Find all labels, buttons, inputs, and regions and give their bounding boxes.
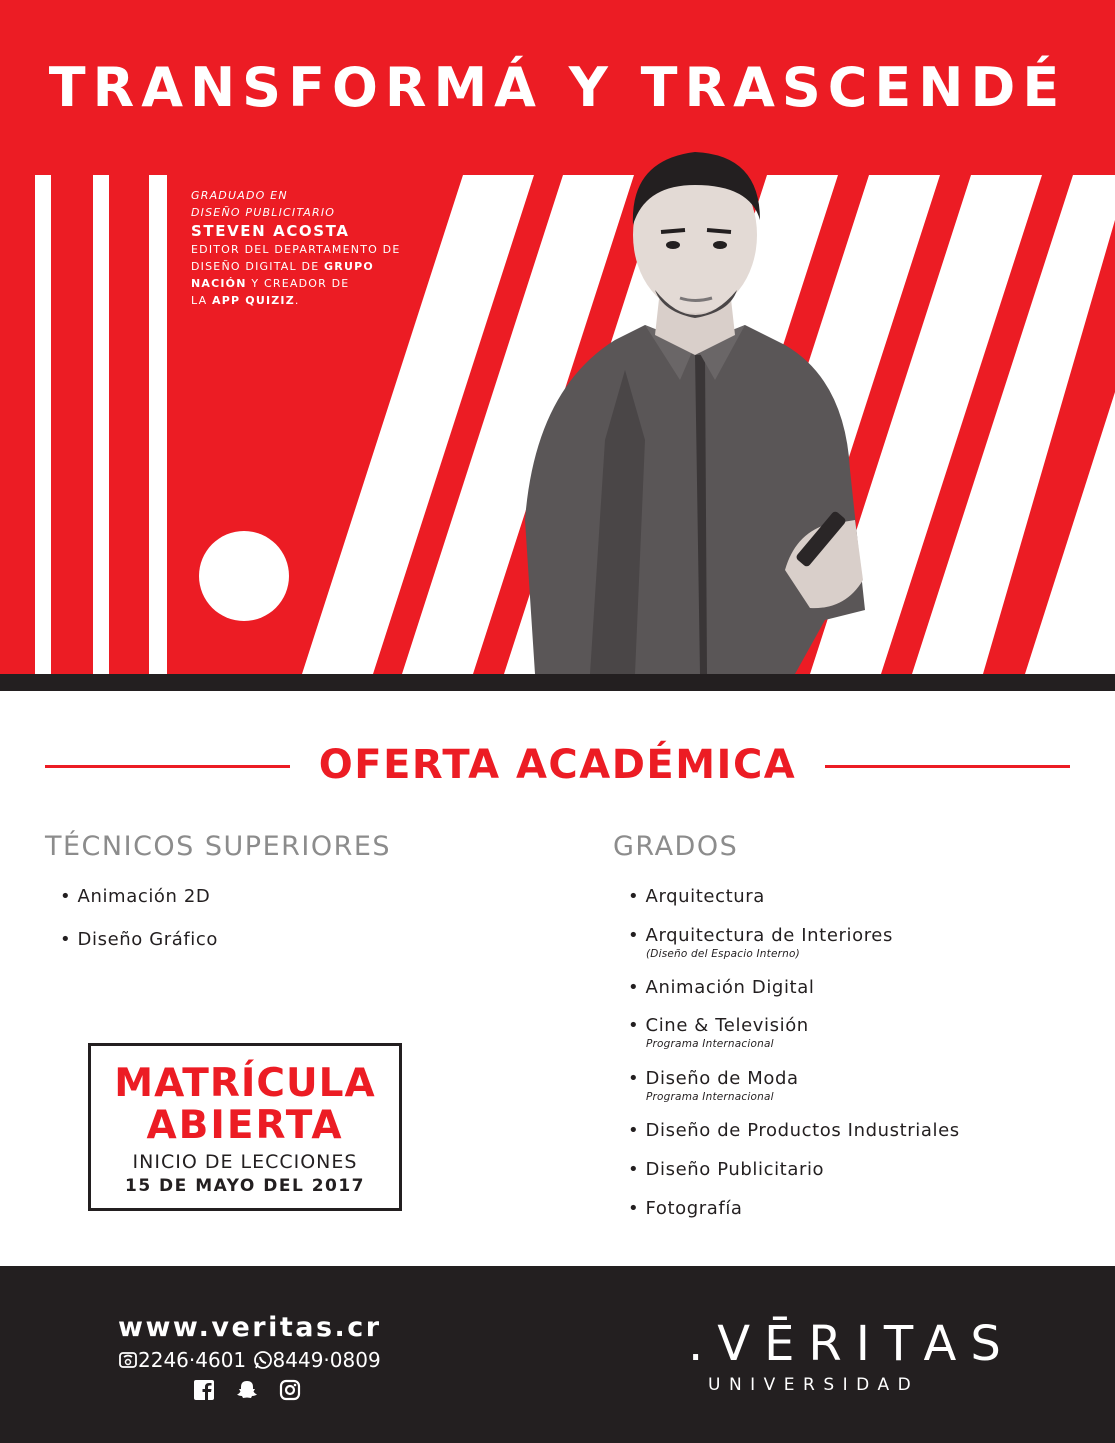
list-item: • Arquitectura	[628, 886, 765, 907]
caption-line: NACIÓN Y CREADOR DE	[191, 277, 350, 290]
graduate-name: STEVEN ACOSTA	[191, 222, 350, 240]
classes-start-date: 15 DE MAYO DEL 2017	[124, 1176, 366, 1196]
website-link[interactable]: www.veritas.cr	[118, 1312, 382, 1343]
list-item: • Diseño Publicitario	[628, 1159, 825, 1180]
instagram-icon[interactable]	[279, 1379, 301, 1401]
snapchat-icon[interactable]	[236, 1379, 258, 1401]
caption-line: EDITOR DEL DEPARTAMENTO DE	[191, 243, 401, 256]
grados-heading: GRADOS	[613, 831, 739, 862]
hero-banner	[0, 0, 1115, 674]
footer	[0, 1266, 1115, 1443]
list-item-note: Programa Internacional	[646, 1038, 774, 1050]
list-item: • Cine & Televisión Programa Internacional	[628, 1015, 809, 1050]
whatsapp-icon	[253, 1350, 273, 1370]
enrollment-heading: MATRÍCULA	[114, 1061, 376, 1106]
caption-line: GRADUADO EN	[191, 189, 288, 202]
list-item: • Arquitectura de Interiores (Diseño del Espacio Interno)	[628, 925, 893, 960]
phone-number[interactable]: 2246·4601	[138, 1348, 247, 1372]
graduate-caption	[191, 187, 431, 309]
phone-icon	[118, 1350, 138, 1370]
divider-band	[0, 674, 1115, 691]
section-rule-right	[825, 765, 1070, 768]
list-item: • Animación 2D	[60, 886, 211, 907]
caption-line: DISEÑO PUBLICITARIO	[191, 206, 336, 219]
enrollment-heading: ABIERTA	[146, 1103, 344, 1148]
whatsapp-number[interactable]: 8449·0809	[272, 1348, 381, 1372]
classes-start-label: INICIO DE LECCIONES	[132, 1151, 358, 1173]
list-item-note: Programa Internacional	[646, 1091, 774, 1103]
enrollment-box	[88, 1043, 402, 1211]
list-item: • Diseño de Moda Programa Internacional	[628, 1068, 799, 1103]
section-title: OFERTA ACADÉMICA	[318, 742, 797, 788]
list-item: • Fotografía	[628, 1198, 743, 1219]
facebook-icon[interactable]	[193, 1379, 215, 1401]
hero-title: TRANSFORMÁ Y TRASCENDÉ	[48, 56, 1067, 119]
list-item: • Diseño de Productos Industriales	[628, 1120, 960, 1141]
graduate-photo	[495, 140, 875, 674]
tecnicos-heading: TÉCNICOS SUPERIORES	[45, 831, 392, 862]
veritas-logo-subtitle: UNIVERSIDAD	[708, 1375, 920, 1395]
list-item: • Animación Digital	[628, 977, 815, 998]
caption-line: DISEÑO DIGITAL DE GRUPO	[191, 260, 374, 273]
list-item-note: (Diseño del Espacio Interno)	[646, 948, 800, 960]
contact-phones	[118, 1347, 381, 1373]
list-item: • Diseño Gráfico	[60, 929, 219, 950]
veritas-logo: .VĒRITAS	[688, 1316, 1015, 1372]
section-rule-left	[45, 765, 290, 768]
caption-line: LA APP QUIZIZ.	[191, 294, 300, 307]
